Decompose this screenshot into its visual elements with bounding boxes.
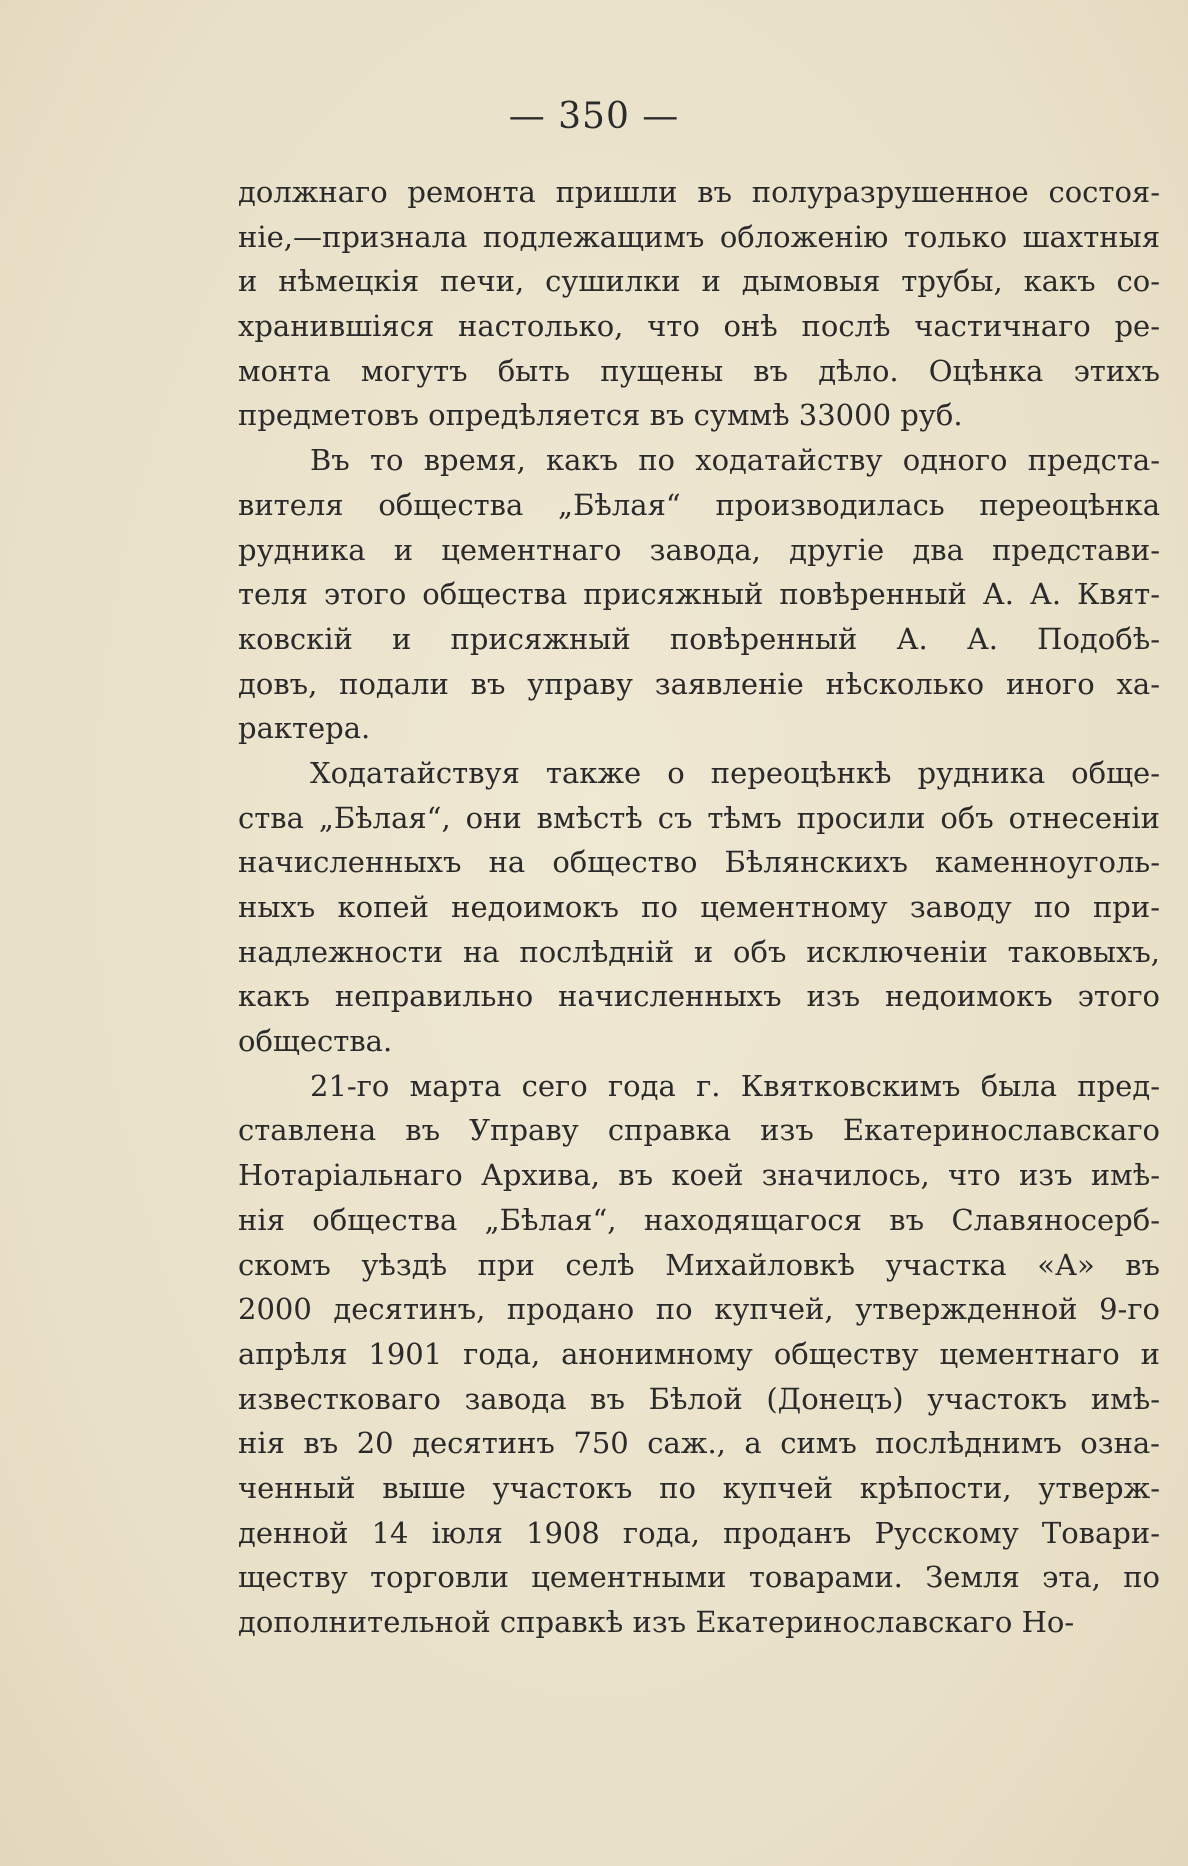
text-line: нiя общества „Бѣлая“, находящагося въ Славяносерб- bbox=[238, 1202, 1160, 1237]
text-line: ныхъ копей недоимокъ по цементному заводу по при- bbox=[238, 890, 1160, 924]
text-line: какъ неправильно начисленныхъ изъ недоимокъ этого bbox=[238, 979, 1160, 1014]
text-line: нiя въ 20 десятинъ 750 саж., а симъ послѣднимъ озна- bbox=[238, 1426, 1160, 1461]
text-line: Въ то время, какъ по ходатайству одного предста- bbox=[310, 443, 1160, 478]
text-line: ставлена въ Управу справка изъ Екатеринославскаго bbox=[238, 1113, 1160, 1148]
text-line: нie,—признала подлежащимъ обложенiю только шахтныя bbox=[238, 219, 1160, 254]
text-line: дополнительной справкѣ изъ Екатеринославскаго Но- bbox=[238, 1605, 1075, 1639]
text-line: и нѣмецкiя печи, сушилки и дымовыя трубы, какъ со- bbox=[238, 264, 1160, 299]
text-line: начисленныхъ на общество Бѣлянскихъ каменноуголь- bbox=[238, 845, 1160, 880]
text-line: ченный выше участокъ по купчей крѣпости, утверж- bbox=[238, 1470, 1160, 1505]
text-line: денной 14 iюля 1908 года, проданъ Русскому Товари- bbox=[238, 1515, 1160, 1550]
text-line: теля этого общества присяжный повѣренный А. А. Квят- bbox=[238, 577, 1160, 612]
text-line: довъ, подали въ управу заявленiе нѣсколько иного ха- bbox=[238, 666, 1160, 701]
text-line: скомъ уѣздѣ при селѣ Михайловкѣ участка «А» въ bbox=[238, 1247, 1160, 1282]
text-line: Нотарiальнаго Архива, въ коей значилось, что изъ имѣ- bbox=[238, 1158, 1160, 1193]
text-line: рактера. bbox=[238, 711, 371, 746]
text-line: 21-го марта сего года г. Квятковскимъ была пред- bbox=[310, 1068, 1160, 1103]
text-line: рудника и цементнаго завода, другiе два представи- bbox=[238, 532, 1160, 567]
text-line: апрѣля 1901 года, анонимному обществу цементнаго и bbox=[238, 1336, 1160, 1371]
text-line: надлежности на послѣднiй и объ исключенiи таковыхъ, bbox=[238, 934, 1160, 969]
text-line: 2000 десятинъ, продано по купчей, утвержденной 9-го bbox=[238, 1292, 1160, 1327]
text-line: ществу торговли цементными товарами. Земля эта, по bbox=[238, 1560, 1160, 1595]
text-line: общества. bbox=[238, 1024, 393, 1059]
text-line: должнаго ремонта пришли въ полуразрушенное состоя- bbox=[238, 175, 1160, 209]
text-line: вителя общества „Бѣлая“ производилась переоцѣнка bbox=[238, 487, 1160, 522]
text-line: хранившiяся настолько, что онѣ послѣ частичнаго ре- bbox=[238, 309, 1160, 344]
text-line: ковскiй и присяжный повѣренный А. А. Подобѣ- bbox=[238, 621, 1160, 656]
text-line: предметовъ опредѣляется въ суммѣ 33000 руб. bbox=[238, 398, 963, 433]
text-line: Ходатайствуя также о переоцѣнкѣ рудника обще- bbox=[310, 755, 1160, 790]
text-line: известковаго завода въ Бѣлой (Донецъ) участокъ имѣ- bbox=[238, 1381, 1160, 1416]
page-number: — 350 — bbox=[508, 96, 680, 137]
body-text bbox=[238, 170, 1160, 1645]
text-line: ства „Бѣлая“, они вмѣстѣ съ тѣмъ просили объ отнесенiи bbox=[238, 800, 1160, 835]
text-line: монта могутъ быть пущены въ дѣло. Оцѣнка этихъ bbox=[238, 353, 1160, 388]
